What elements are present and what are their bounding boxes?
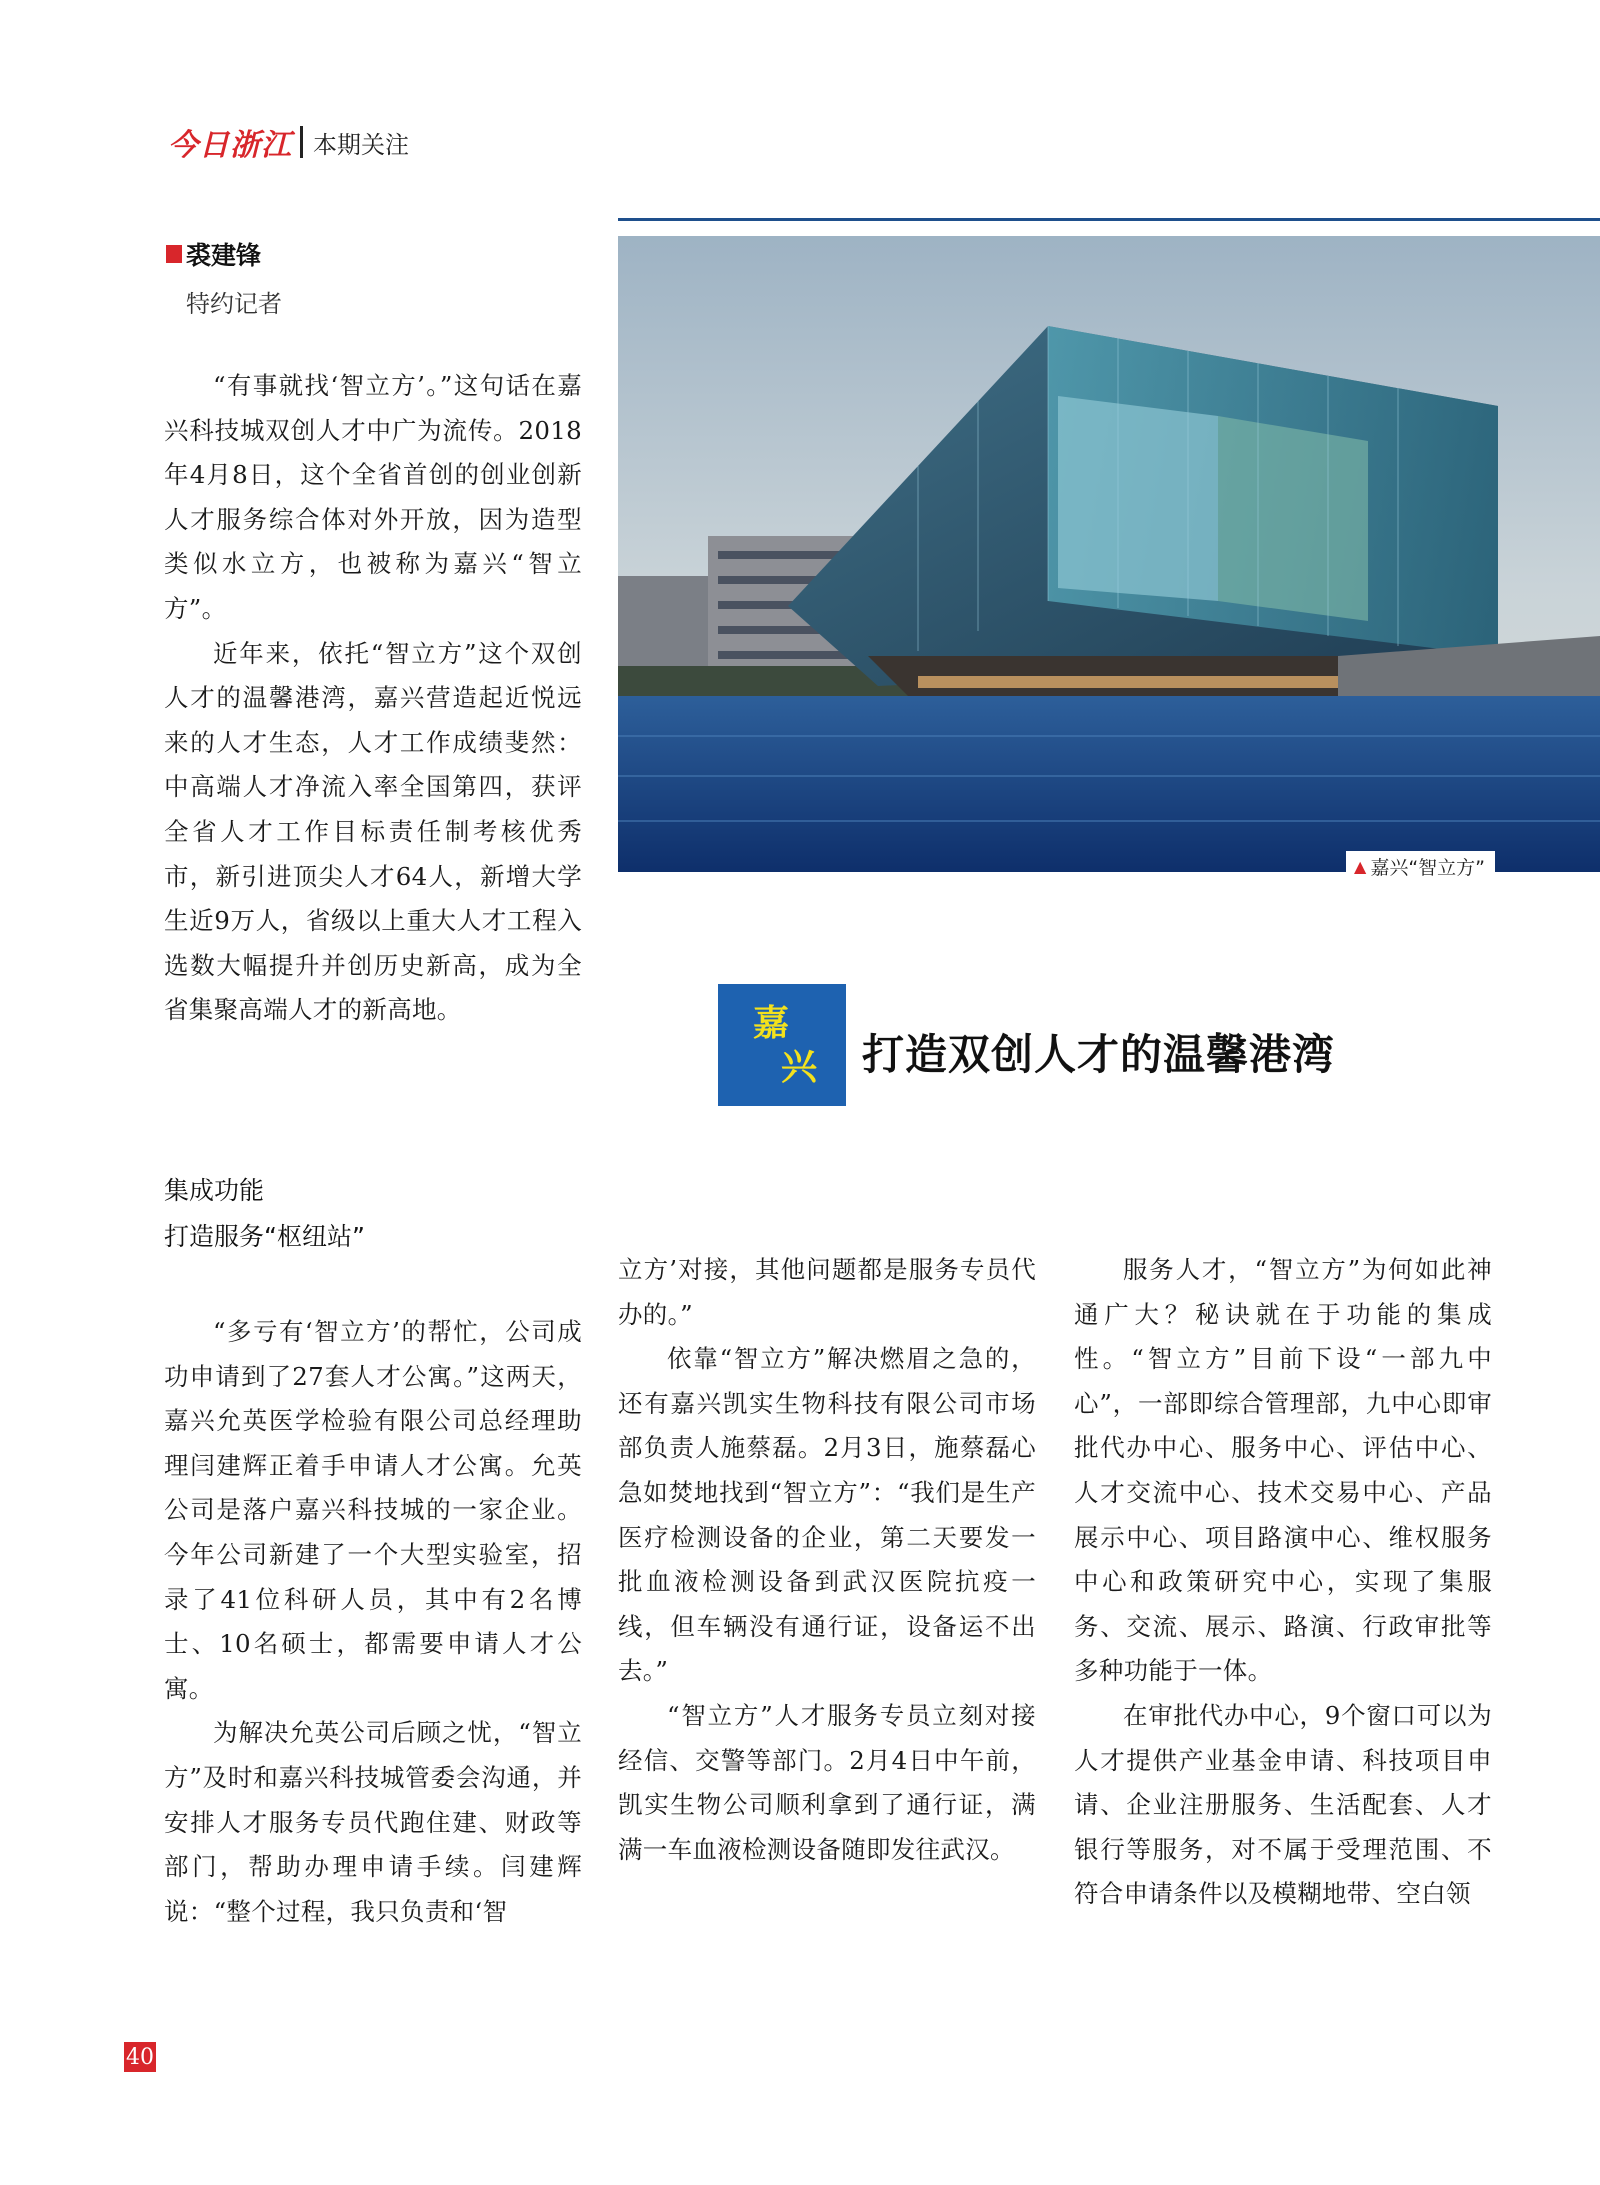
section-heading: 集成功能 [164,1176,265,1205]
body-paragraph: “智立方”人才服务专员立刻对接经信、交警等部门。2月4日中午前，凯实生物公司顺利拿到了通行证，满满一车血液检测设备随即发往武汉。 [618,1700,1036,1864]
intro-paragraph: 近年来，依托“智立方”这个双创人才的温馨港湾，嘉兴营造起近悦远来的人才生态，人才工作成绩斐然：中高端人才净流入率全国第四，获评全省人才工作目标责任制考核优秀市，新引进顶尖人才64人，新增大学生近9万人，省级以上重大人才工程入选数大幅提升并创历史新高，成为全省集聚高端人才的新高地。 [164,638,582,1025]
body-paragraph: 为解决允英公司后顾之忧，“智立方”及时和嘉兴科技城管委会沟通，并安排人才服务专员代跑住建、财政等部门，帮助办理申请手续。闫建辉说：“整个过程，我只负责和‘智 [164,1718,582,1926]
author-name: 裘建锋 [186,241,262,270]
caption-triangle-icon: ▲ [1354,857,1367,876]
brand-logo: 今日浙江 [168,128,292,163]
body-paragraph: 立方’对接，其他问题都是服务专员代办的。” [618,1255,1036,1329]
byline [166,236,261,272]
body-paragraph: 在审批代办中心，9个窗口可以为人才提供产业基金申请、科技项目申请、企业注册服务、生活配套、人才银行等服务，对不属于受理范围、不符合申请条件以及模糊地带、空白领 [1074,1700,1492,1909]
feature-photo [618,236,1600,872]
column-1 [164,1310,582,1934]
city-char: 兴 [780,1046,817,1088]
caption-text: 嘉兴“智立方” [1370,857,1485,879]
page-number: 40 [124,2042,156,2072]
section-subheading: 打造服务“枢纽站” [164,1222,365,1251]
headline: 打造双创人才的温馨港湾 [862,1030,1336,1079]
author-role: 特约记者 [186,290,282,318]
body-paragraph: 依靠“智立方”解决燃眉之急的，还有嘉兴凯实生物科技有限公司市场部负责人施蔡磊。2月3日，施蔡磊心急如焚地找到“智立方”：“我们是生产医疗检测设备的企业，第二天要发一批血液检测设备到武汉医院抗疫一线，但车辆没有通行证，设备运不出去。” [618,1344,1036,1686]
photo-caption [1346,851,1495,882]
column-3 [1074,1248,1492,1917]
byline-marker-icon [166,245,182,263]
city-tag [718,984,846,1106]
top-rule [618,218,1600,221]
intro-paragraph: “有事就找‘智立方’。”这句话在嘉兴科技城双创人才中广为流传。2018年4月8日，这个全省首创的创业创新人才服务综合体对外开放，因为造型类似水立方，也被称为嘉兴“智立方”。 [164,371,582,623]
intro-text [164,364,582,1033]
body-paragraph: “多亏有‘智立方’的帮忙，公司成功申请到了27套人才公寓。”这两天，嘉兴允英医学检验有限公司总经理助理闫建辉正着手申请人才公寓。允英公司是落户嘉兴科技城的一家企业。今年公司新建了一个大型实验室，招录了41位科研人员，其中有2名博士、10名硕士，都需要申请人才公寓。 [164,1317,582,1703]
section-label: 本期关注 [313,130,409,159]
header-divider [300,126,303,158]
column-2 [618,1248,1036,1872]
masthead [168,122,409,162]
body-paragraph: 服务人才，“智立方”为何如此神通广大？秘诀就在于功能的集成性。“智立方”目前下设“一部九中心”，一部即综合管理部，九中心即审批代办中心、服务中心、评估中心、人才交流中心、技术交易中心、产品展示中心、项目路演中心、维权服务中心和政策研究中心，实现了集服务、交流、展示、路演、行政审批等多种功能于一体。 [1074,1255,1492,1686]
city-char: 嘉 [752,1002,789,1044]
